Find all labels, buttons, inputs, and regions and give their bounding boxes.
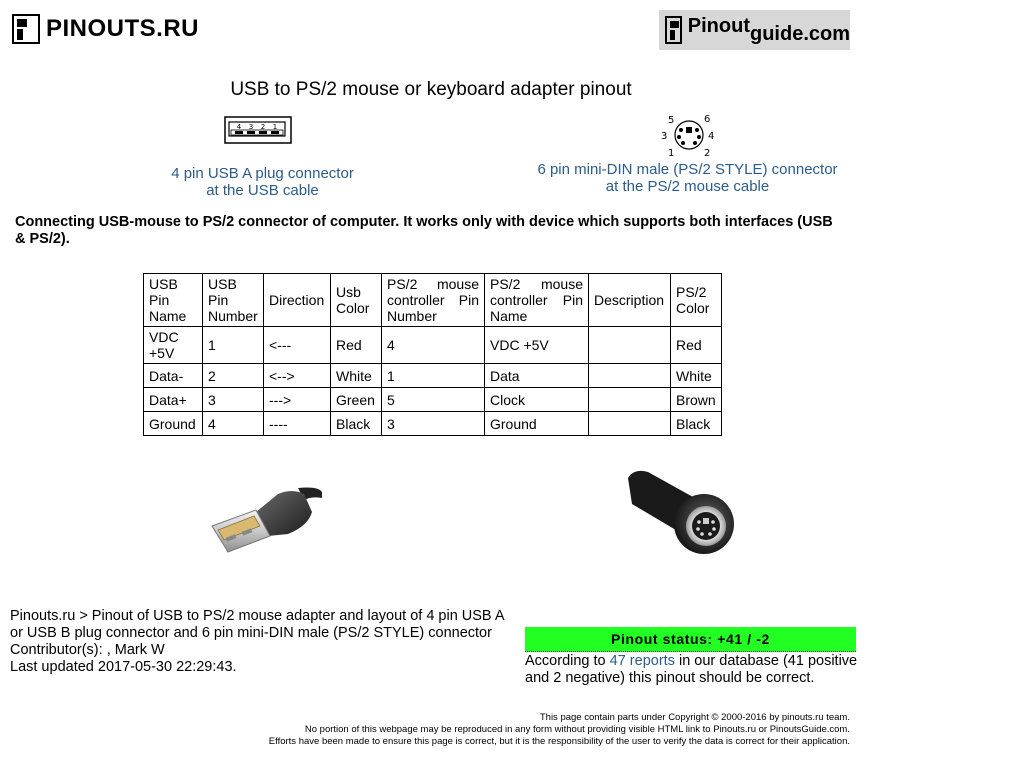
pinouts-logo-icon (12, 14, 40, 44)
usb-caption-line1: 4 pin USB A plug connector (171, 165, 354, 182)
table-cell: Clock (485, 388, 589, 412)
usb-pin-label: 2 (260, 123, 266, 131)
contributors-text: Contributor(s): , Mark W (10, 642, 165, 658)
table-cell: Green (331, 388, 382, 412)
din-pin-label: 1 (668, 148, 675, 158)
table-cell (589, 412, 671, 436)
table-header-row (144, 274, 722, 327)
pinout-table (143, 273, 722, 436)
table-row (144, 388, 722, 412)
intro-text: Connecting USB-mouse to PS/2 connector of computer. It works only with device which supports both interfaces (USB & PS/2). (15, 214, 833, 247)
table-cell: Red (331, 327, 382, 364)
usb-connector-caption (150, 165, 375, 199)
table-cell: 1 (382, 364, 485, 388)
table-cell: 1 (203, 327, 264, 364)
pinoutguide-logo[interactable] (659, 10, 850, 50)
table-cell: ---- (264, 412, 331, 436)
table-cell: ---> (264, 388, 331, 412)
pinouts-logo-text: PINOUTS.RU (46, 15, 200, 42)
table-header-cell: Usb Color (331, 274, 382, 327)
copyright-line1: This page contain parts under Copyright © 2000-2016 by pinouts.ru team. (539, 712, 850, 723)
table-cell: 4 (203, 412, 264, 436)
din-pin-label: 4 (708, 131, 715, 142)
table-cell: Black (671, 412, 722, 436)
table-cell: VDC +5V (144, 327, 203, 364)
table-cell: 4 (382, 327, 485, 364)
din-caption-line1: 6 pin mini-DIN male (PS/2 STYLE) connector (537, 161, 838, 178)
mini-din-connector-diagram (660, 112, 718, 158)
table-cell: Black (331, 412, 382, 436)
pinout-status-badge: Pinout status: +41 / -2 (525, 627, 856, 652)
table-header-cell: Description (589, 274, 671, 327)
table-cell: White (331, 364, 382, 388)
din-pin-label: 3 (661, 131, 668, 142)
usb-caption-line2: at the USB cable (206, 182, 319, 199)
table-cell: White (671, 364, 722, 388)
din-connector-caption (520, 161, 855, 195)
table-header-cell: USB Pin Number (203, 274, 264, 327)
pinouts-logo[interactable] (12, 14, 199, 44)
usb-pin-label: 3 (248, 123, 254, 131)
pinoutguide-logo-text-a: Pinout (687, 14, 750, 37)
usb-a-connector-diagram (224, 116, 292, 144)
table-cell: 5 (382, 388, 485, 412)
copyright-notice (150, 712, 850, 748)
din-pin-label: 5 (668, 115, 675, 126)
table-row (144, 327, 722, 364)
reports-link[interactable]: 47 reports (609, 653, 675, 669)
table-cell (589, 327, 671, 364)
table-cell: <--- (264, 327, 331, 364)
table-cell: VDC +5V (485, 327, 589, 364)
table-header-cell: Direction (264, 274, 331, 327)
table-cell: 3 (203, 388, 264, 412)
usb-plug-photo (208, 486, 324, 558)
page-title: USB to PS/2 mouse or keyboard adapter pinout (230, 79, 632, 100)
table-cell: Brown (671, 388, 722, 412)
reports-text-before: According to (525, 653, 610, 669)
table-cell: 2 (203, 364, 264, 388)
din-pin-label: 6 (704, 114, 711, 125)
table-cell (589, 364, 671, 388)
breadcrumb[interactable]: Pinouts.ru > Pinout of USB to PS/2 mouse adapter and layout of 4 pin USB A or USB B plug connector and 6 pin mini-DIN male (PS/2 STYLE) connector (10, 608, 504, 641)
reports-text (525, 653, 860, 687)
table-cell: Data+ (144, 388, 203, 412)
ps2-plug-photo (628, 468, 736, 560)
table-cell: Ground (485, 412, 589, 436)
table-header-cell: PS/2 mouse controller Pin Number (382, 274, 485, 327)
table-cell: Red (671, 327, 722, 364)
din-caption-line2: at the PS/2 mouse cable (605, 178, 770, 195)
pinoutguide-logo-icon (665, 16, 682, 44)
table-row (144, 412, 722, 436)
pinoutguide-logo-text-b: guide.com (749, 22, 850, 45)
table-row (144, 364, 722, 388)
table-cell: 3 (382, 412, 485, 436)
page-footer-info (10, 608, 510, 676)
usb-pin-label: 1 (272, 123, 278, 131)
reports-text-after: in our database (41 positive and 2 negative) this pinout should be correct. (525, 653, 858, 686)
table-header-cell: PS/2 Color (671, 274, 722, 327)
table-cell (589, 388, 671, 412)
last-updated-text: Last updated 2017-05-30 22:29:43. (10, 659, 237, 675)
copyright-line3: Efforts have been made to ensure this page is correct, but it is the responsibility of the user to verify the data is correct for their application. (268, 736, 850, 747)
table-cell: Data (485, 364, 589, 388)
usb-pin-label: 4 (236, 123, 242, 131)
table-header-cell: PS/2 mouse controller Pin Name (485, 274, 589, 327)
table-cell: Ground (144, 412, 203, 436)
table-header-cell: USB Pin Name (144, 274, 203, 327)
copyright-line2: No portion of this webpage may be reproduced in any form without providing visible HTML link to Pinouts.ru or PinoutsGuide.com. (304, 724, 850, 735)
din-pin-label: 2 (704, 148, 711, 158)
table-cell: Data- (144, 364, 203, 388)
table-cell: <--> (264, 364, 331, 388)
